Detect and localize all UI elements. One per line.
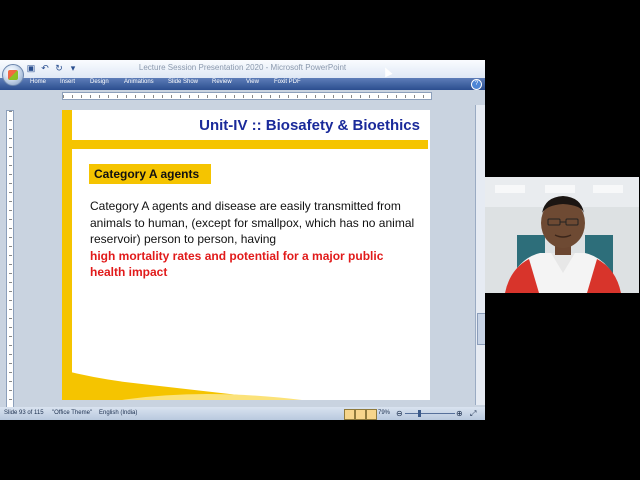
zoom-slider-handle[interactable] bbox=[418, 410, 421, 417]
zoom-out-icon[interactable]: ⊖ bbox=[396, 409, 403, 418]
fit-to-window-icon[interactable]: ⤢ bbox=[470, 409, 477, 418]
status-bar bbox=[0, 407, 485, 420]
slide-bottom-swoosh bbox=[62, 370, 430, 400]
window-title: Lecture Session Presentation 2020 - Microsoft PowerPoint bbox=[138, 63, 347, 72]
horizontal-ruler bbox=[62, 92, 432, 100]
category-label[interactable]: Category A agents bbox=[89, 164, 211, 184]
tab-foxit-pdf[interactable]: Foxit PDF bbox=[274, 79, 301, 85]
save-icon[interactable]: ▣ bbox=[26, 63, 36, 73]
tab-insert[interactable]: Insert bbox=[60, 79, 76, 85]
zoom-level[interactable]: 79% bbox=[378, 410, 391, 416]
slide-title[interactable]: Unit-IV :: Biosafety & Bioethics bbox=[199, 117, 420, 134]
presenter-video bbox=[485, 177, 639, 293]
tab-home[interactable]: Home bbox=[30, 79, 47, 85]
normal-view-icon[interactable] bbox=[344, 409, 355, 420]
language-indicator[interactable]: English (India) bbox=[99, 410, 138, 416]
vertical-ruler bbox=[6, 110, 14, 412]
slide-counter: Slide 93 of 115 bbox=[4, 410, 44, 416]
zoom-slider[interactable] bbox=[405, 413, 455, 414]
slide-body-text[interactable] bbox=[90, 198, 415, 281]
office-button[interactable] bbox=[2, 64, 24, 86]
vertical-scrollbar[interactable] bbox=[475, 105, 485, 405]
slide-left-accent-bar bbox=[62, 110, 72, 400]
tab-slide-show[interactable]: Slide Show bbox=[168, 79, 199, 85]
scrollbar-thumb[interactable] bbox=[477, 313, 485, 345]
theme-name: "Office Theme" bbox=[52, 410, 93, 416]
slide-show-view-icon[interactable] bbox=[366, 409, 377, 420]
webcam-feed bbox=[485, 177, 639, 293]
slide-canvas[interactable] bbox=[62, 110, 430, 400]
slide-sorter-view-icon[interactable] bbox=[355, 409, 366, 420]
body-text-emphasis: high mortality rates and potential for a major public health impact bbox=[90, 248, 384, 279]
redo-icon[interactable]: ↻ bbox=[55, 63, 63, 73]
tab-view[interactable]: View bbox=[246, 79, 259, 85]
ribbon-tabs bbox=[0, 78, 485, 90]
help-icon[interactable]: ? bbox=[471, 79, 482, 90]
customize-toolbar-icon[interactable]: ▾ bbox=[70, 63, 76, 73]
title-underline-bar bbox=[72, 140, 428, 149]
tab-animations[interactable]: Animations bbox=[124, 79, 154, 85]
undo-icon[interactable]: ↶ bbox=[41, 63, 49, 73]
tab-review[interactable]: Review bbox=[212, 79, 232, 85]
title-bar bbox=[0, 60, 485, 78]
zoom-in-icon[interactable]: ⊕ bbox=[456, 409, 463, 418]
tab-design[interactable]: Design bbox=[90, 79, 109, 85]
body-text-normal: Category A agents and disease are easily transmitted from animals to human, (except for smallpox, which has no animal reservoir) person to person, having bbox=[90, 199, 415, 246]
